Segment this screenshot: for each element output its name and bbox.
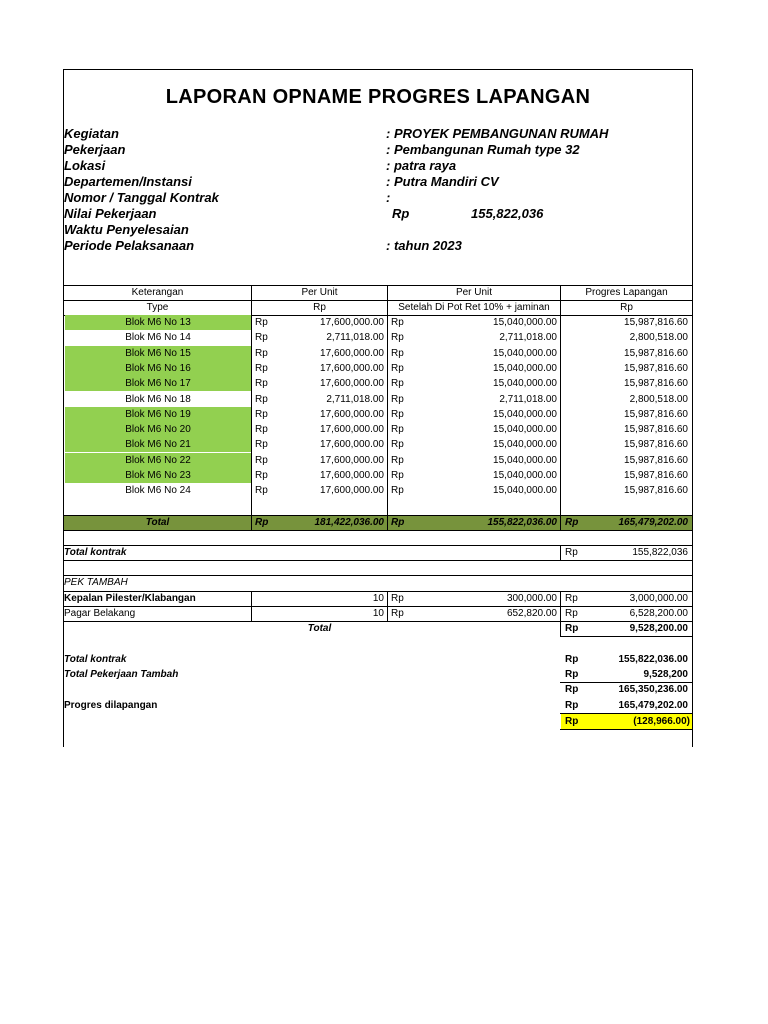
row-currency: Rp <box>255 363 268 374</box>
row-net-price: 15,040,000.00 <box>493 348 557 359</box>
row-unit-price: 2,711,018.00 <box>326 332 384 343</box>
summary-currency: Rp <box>565 716 579 727</box>
tambah-total-label: Total <box>307 623 332 634</box>
row-currency: Rp <box>255 409 268 420</box>
row-currency: Rp <box>391 455 404 466</box>
tambah-currency: Rp <box>565 608 578 619</box>
row-currency: Rp <box>391 378 404 389</box>
tambah-item-name: Pagar Belakang <box>64 608 136 619</box>
info-label: Nilai Pekerjaan <box>64 206 157 221</box>
info-label: Pekerjaan <box>64 142 126 157</box>
row-net-price: 2,711,018.00 <box>499 394 557 405</box>
row-type: Blok M6 No 14 <box>125 332 191 343</box>
header-per-unit-ret: Per Unit <box>455 287 493 298</box>
row-progress: 2,800,518.00 <box>629 332 688 343</box>
row-net-price: 15,040,000.00 <box>493 317 557 328</box>
row-progress: 15,987,816.60 <box>624 378 688 389</box>
summary-amount: 155,822,036.00 <box>618 654 688 665</box>
row-currency: Rp <box>391 317 404 328</box>
total-label: Total <box>145 517 170 528</box>
summary-label: Total Pekerjaan Tambah <box>64 669 179 680</box>
row-currency: Rp <box>391 363 404 374</box>
row-currency: Rp <box>255 455 268 466</box>
row-progress: 15,987,816.60 <box>624 455 688 466</box>
row-unit-price: 17,600,000.00 <box>320 455 384 466</box>
pek-tambah-title: PEK TAMBAH <box>64 577 128 588</box>
report-title: LAPORAN OPNAME PROGRES LAPANGAN <box>165 86 591 108</box>
row-currency: Rp <box>391 409 404 420</box>
row-unit-price: 17,600,000.00 <box>320 348 384 359</box>
info-label: Departemen/Instansi <box>64 174 192 189</box>
row-currency: Rp <box>255 378 268 389</box>
row-currency: Rp <box>391 439 404 450</box>
row-currency: Rp <box>255 394 268 405</box>
row-currency: Rp <box>255 317 268 328</box>
row-progress: 15,987,816.60 <box>624 485 688 496</box>
row-currency: Rp <box>391 348 404 359</box>
row-unit-price: 17,600,000.00 <box>320 424 384 435</box>
summary-label: Progres dilapangan <box>64 700 158 711</box>
summary-currency: Rp <box>565 654 579 665</box>
info-label: Kegiatan <box>64 126 119 141</box>
table-border <box>560 636 692 637</box>
column-divider <box>560 591 561 636</box>
row-type: Blok M6 No 13 <box>65 315 251 330</box>
info-value: : patra raya <box>386 158 457 173</box>
total-currency: Rp <box>391 517 405 528</box>
row-currency: Rp <box>255 485 268 496</box>
nilai-currency: Rp <box>392 206 410 221</box>
total-currency: Rp <box>255 517 269 528</box>
row-net-price: 15,040,000.00 <box>493 470 557 481</box>
row-type: Blok M6 No 16 <box>65 361 251 376</box>
table-border <box>64 560 692 561</box>
row-currency: Rp <box>391 485 404 496</box>
row-currency: Rp <box>391 424 404 435</box>
row-type: Blok M6 No 18 <box>125 394 191 405</box>
tambah-total-amount: 9,528,200.00 <box>629 623 688 634</box>
summary-amount: 9,528,200 <box>643 669 688 680</box>
row-progress: 15,987,816.60 <box>624 409 688 420</box>
row-currency: Rp <box>255 348 268 359</box>
tambah-currency: Rp <box>391 593 404 604</box>
header-type: Type <box>146 302 169 313</box>
info-value: : Pembangunan Rumah type 32 <box>386 142 580 157</box>
row-progress: 15,987,816.60 <box>624 424 688 435</box>
row-net-price: 15,040,000.00 <box>493 439 557 450</box>
row-progress: 15,987,816.60 <box>624 470 688 481</box>
table-border <box>64 530 692 531</box>
row-type: Blok M6 No 23 <box>65 468 251 483</box>
summary-amount: 165,479,202.00 <box>618 700 688 711</box>
row-unit-price: 17,600,000.00 <box>320 485 384 496</box>
row-progress: 15,987,816.60 <box>624 317 688 328</box>
row-net-price: 2,711,018.00 <box>499 332 557 343</box>
row-type: Blok M6 No 19 <box>65 407 251 422</box>
total-progres: 165,479,202.00 <box>618 517 688 528</box>
info-label: Lokasi <box>64 158 106 173</box>
tambah-item-unit: 300,000.00 <box>506 593 557 604</box>
column-divider <box>560 285 561 530</box>
tambah-total-currency: Rp <box>565 623 579 634</box>
row-currency: Rp <box>391 470 404 481</box>
row-currency: Rp <box>255 439 268 450</box>
summary-currency: Rp <box>565 684 579 695</box>
row-unit-price: 17,600,000.00 <box>320 439 384 450</box>
tambah-item-total: 3,000,000.00 <box>629 593 688 604</box>
info-label: Waktu Penyelesaian <box>64 222 189 237</box>
row-progress: 15,987,816.60 <box>624 363 688 374</box>
tambah-item-qty: 10 <box>372 608 384 619</box>
header-progres: Progres Lapangan <box>585 287 668 298</box>
tambah-currency: Rp <box>565 593 578 604</box>
row-type: Blok M6 No 17 <box>65 376 251 391</box>
info-value: : PROYEK PEMBANGUNAN RUMAH <box>386 126 609 141</box>
row-currency: Rp <box>255 424 268 435</box>
table-border <box>560 729 692 730</box>
header-keterangan: Keterangan <box>131 287 184 298</box>
row-type: Blok M6 No 20 <box>65 422 251 437</box>
column-divider <box>387 285 388 530</box>
row-net-price: 15,040,000.00 <box>493 485 557 496</box>
row-unit-price: 17,600,000.00 <box>320 317 384 328</box>
row-net-price: 15,040,000.00 <box>493 409 557 420</box>
total-currency: Rp <box>565 517 579 528</box>
kontrak-currency: Rp <box>565 547 578 558</box>
total-setelah: 155,822,036.00 <box>487 517 557 528</box>
summary-currency: Rp <box>565 669 579 680</box>
column-divider <box>387 591 388 621</box>
info-value: : tahun 2023 <box>386 238 462 253</box>
summary-label: Total kontrak <box>64 654 127 665</box>
row-currency: Rp <box>391 394 404 405</box>
tambah-item-name: Kepalan Pilester/Klabangan <box>64 593 196 604</box>
row-progress: 15,987,816.60 <box>624 348 688 359</box>
info-value: : <box>386 190 391 205</box>
row-type: Blok M6 No 24 <box>125 485 191 496</box>
row-currency: Rp <box>255 470 268 481</box>
row-type: Blok M6 No 21 <box>65 437 251 452</box>
info-label: Nomor / Tanggal Kontrak <box>64 190 219 205</box>
row-type: Blok M6 No 15 <box>65 346 251 361</box>
report-sheet <box>63 69 693 747</box>
summary-amount: 165,350,236.00 <box>618 684 688 695</box>
row-unit-price: 17,600,000.00 <box>320 409 384 420</box>
row-type: Blok M6 No 22 <box>65 453 251 468</box>
tambah-item-total: 6,528,200.00 <box>629 608 688 619</box>
row-net-price: 15,040,000.00 <box>493 363 557 374</box>
row-net-price: 15,040,000.00 <box>493 424 557 435</box>
row-unit-price: 17,600,000.00 <box>320 378 384 389</box>
nilai-amount: 155,822,036 <box>471 206 544 221</box>
total-unit: 181,422,036.00 <box>314 517 384 528</box>
header-setelah: Setelah Di Pot Ret 10% + jaminan <box>398 302 550 313</box>
row-net-price: 15,040,000.00 <box>493 378 557 389</box>
row-currency: Rp <box>255 332 268 343</box>
row-unit-price: 2,711,018.00 <box>326 394 384 405</box>
summary-currency: Rp <box>565 700 579 711</box>
row-unit-price: 17,600,000.00 <box>320 470 384 481</box>
tambah-item-qty: 10 <box>372 593 384 604</box>
header-per-unit: Per Unit <box>301 287 338 298</box>
total-kontrak-label: Total kontrak <box>64 547 127 558</box>
column-divider <box>251 591 252 621</box>
row-currency: Rp <box>391 332 404 343</box>
column-divider <box>251 285 252 530</box>
tambah-item-unit: 652,820.00 <box>506 608 557 619</box>
summary-difference: (128,966.00) <box>633 716 690 727</box>
row-unit-price: 17,600,000.00 <box>320 363 384 374</box>
row-progress: 15,987,816.60 <box>624 439 688 450</box>
row-net-price: 15,040,000.00 <box>493 455 557 466</box>
row-progress: 2,800,518.00 <box>629 394 688 405</box>
header-rp: Rp <box>313 302 326 313</box>
tambah-currency: Rp <box>391 608 404 619</box>
kontrak-amount: 155,822,036 <box>632 547 688 558</box>
header-rp: Rp <box>620 302 633 313</box>
info-value: : Putra Mandiri CV <box>386 174 499 189</box>
info-label: Periode Pelaksanaan <box>64 238 195 253</box>
column-divider <box>560 545 561 560</box>
